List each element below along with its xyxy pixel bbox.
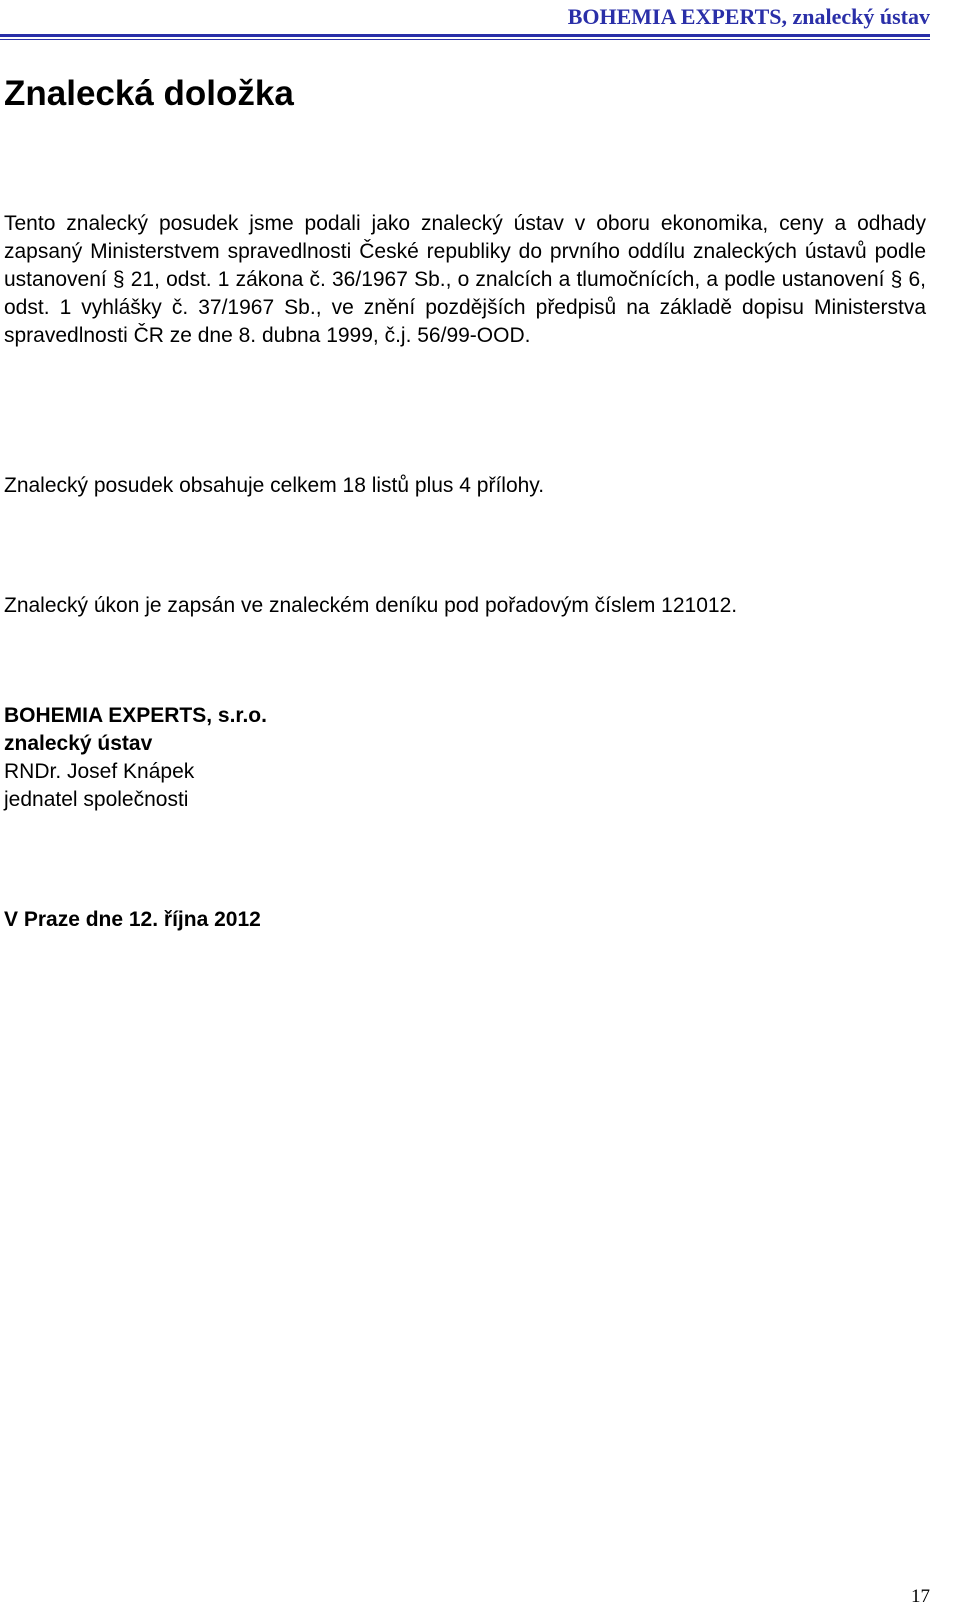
intro-paragraph: Tento znalecký posudek jsme podali jako znalecký ústav v oboru ekonomika, ceny a odhady zapsaný Ministerstvem spravedlnosti České republiky do prvního oddílu znaleckých ústavů podle ustanovení § 21, odst. 1 zákona č. 36/1967 Sb., o znalcích a tlumočnících, a podle ustanovení § 6, odst. 1 vyhlášky č. 37/1967 Sb., ve znění pozdějších předpisů na základě dopisu Ministerstva spravedlnosti ČR ze dne 8. dubna 1999, č.j. 56/99-OOD. xyxy=(4,212,926,347)
header-rule-secondary xyxy=(0,39,930,40)
diary-entry-paragraph: Znalecký úkon je zapsán ve znaleckém deníku pod pořadovým číslem 121012. xyxy=(4,594,738,617)
page-number: 17 xyxy=(911,1586,930,1607)
signature-role: jednatel společnosti xyxy=(4,788,189,811)
signature-company: BOHEMIA EXPERTS, s.r.o. xyxy=(4,704,267,727)
signature-institute: znalecký ústav xyxy=(4,732,153,755)
header-title: BOHEMIA EXPERTS, znalecký ústav xyxy=(567,4,930,29)
signature-person: RNDr. Josef Knápek xyxy=(4,760,195,783)
place-date: V Praze dne 12. října 2012 xyxy=(4,908,261,931)
header-rule xyxy=(0,34,930,37)
page-title: Znalecká doložka xyxy=(4,74,294,113)
sheets-count-paragraph: Znalecký posudek obsahuje celkem 18 listů plus 4 přílohy. xyxy=(4,474,545,497)
